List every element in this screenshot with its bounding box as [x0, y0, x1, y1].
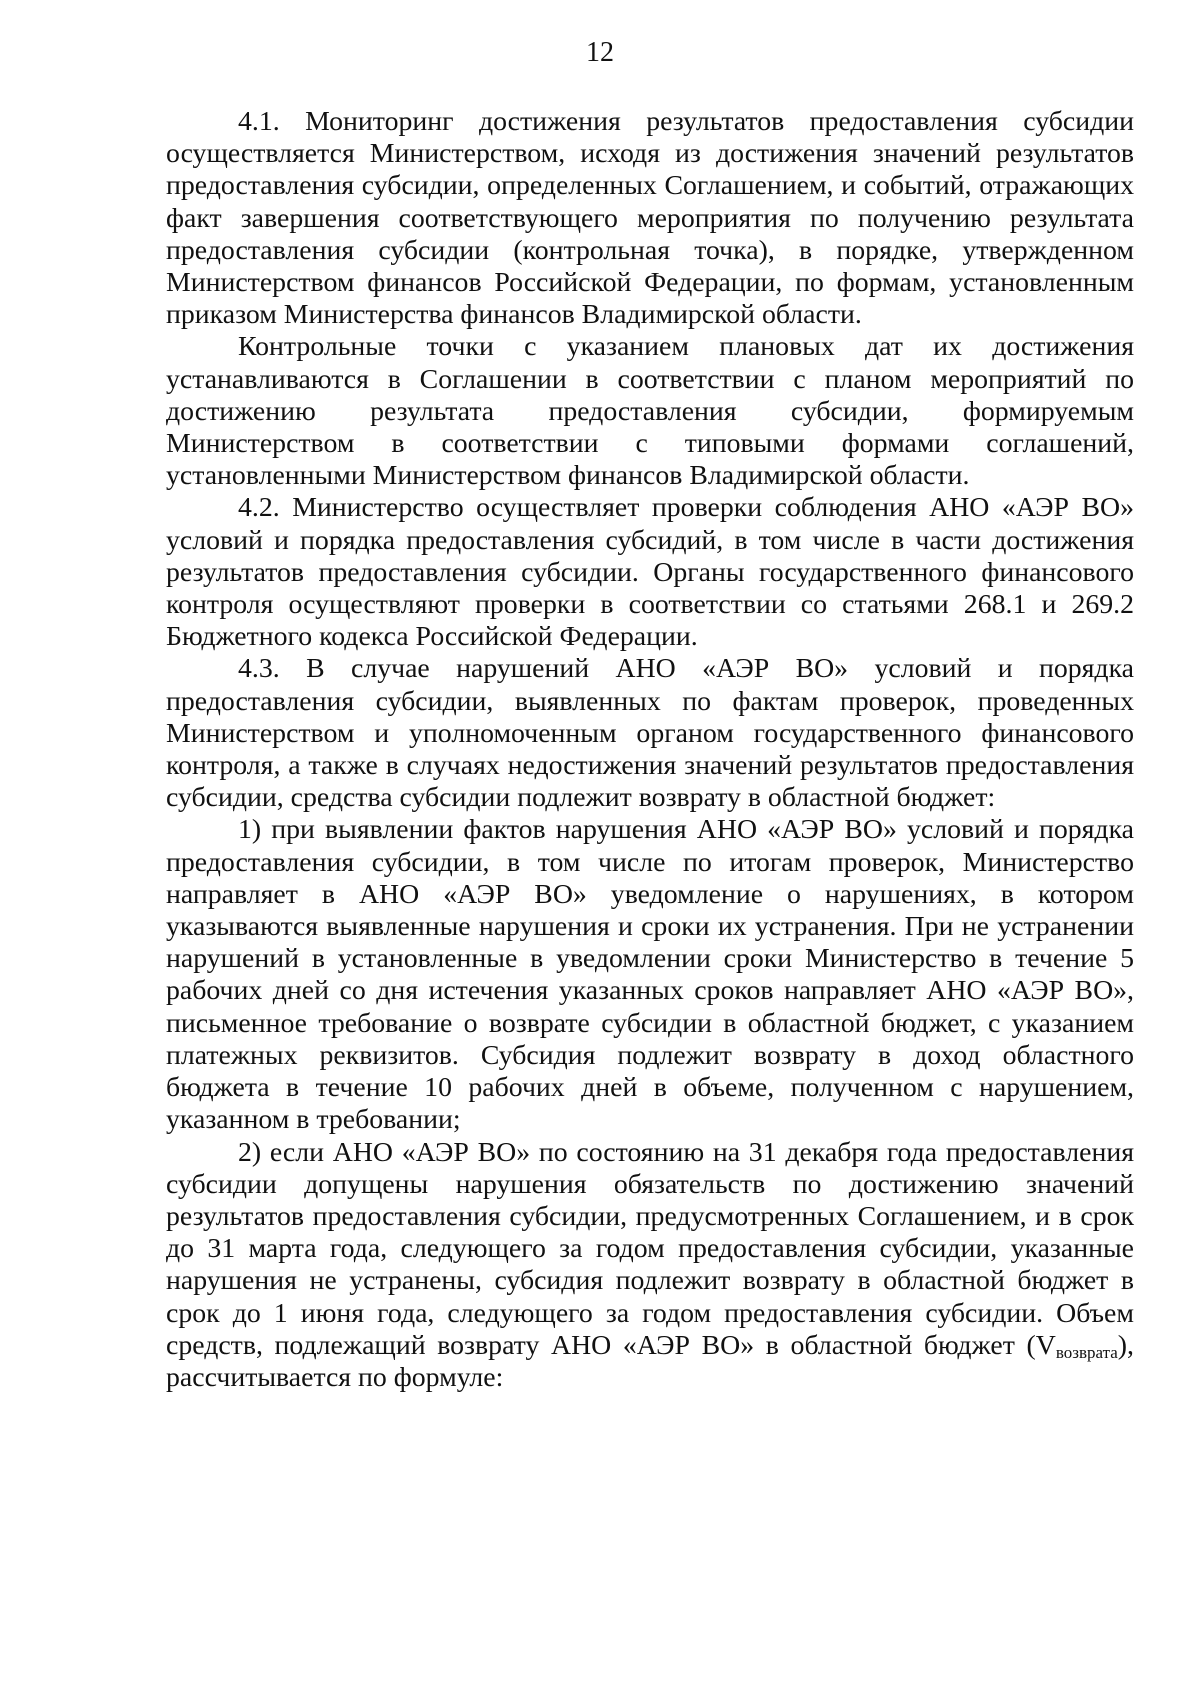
paragraph-4-3: 4.3. В случае нарушений АНО «АЭР ВО» условий и порядка предоставления субсидии, выявленных по фактам проверок, проведенных Министерством и уполномоченным органом государственного финансового контроля, а также в случаях недостижения значений результатов предоставления субсидии, средства субсидии подлежит возврату в областной бюджет:	[166, 653, 1134, 814]
subscript-vozvrata: возврата	[1055, 1342, 1118, 1362]
paragraph-control-points: Контрольные точки с указанием плановых дат их достижения устанавливаются в Соглашении в соответствии с планом мероприятий по достижению результата предоставления субсидии, формируемым Министерством в соответствии с типовыми формами соглашений, установленными Министерством финансов Владимирской области.	[166, 331, 1134, 492]
paragraph-item-2	[166, 1137, 1134, 1395]
paragraph-4-1: 4.1. Мониторинг достижения результатов предоставления субсидии осуществляется Министерством, исходя из достижения значений результатов предоставления субсидии, определенных Соглашением, и событий, отражающих факт завершения соответствующего мероприятия по получению результата предоставления субсидии (контрольная точка), в порядке, утвержденном Министерством финансов Российской Федерации, по формам, установленным приказом Министерства финансов Владимирской области.	[166, 106, 1134, 331]
page-number: 12	[586, 37, 614, 68]
paragraph-item-1: 1) при выявлении фактов нарушения АНО «АЭР ВО» условий и порядка предоставления субсидии, в том числе по итогам проверок, Министерство направляет в АНО «АЭР ВО» уведомление о нарушениях, в котором указываются выявленные нарушения и сроки их устранения. При не устранении нарушений в установленные в уведомлении сроки Министерство в течение 5 рабочих дней со дня истечения указанных сроков направляет АНО «АЭР ВО», письменное требование о возврате субсидии в областной бюджет, с указанием платежных реквизитов. Субсидия подлежит возврату в доход областного бюджета в течение 10 рабочих дней в объеме, полученном с нарушением, указанном в требовании;	[166, 814, 1134, 1136]
paragraph-item-2-tail: ), рассчитывается по формуле:	[166, 1329, 1134, 1393]
paragraph-4-2: 4.2. Министерство осуществляет проверки соблюдения АНО «АЭР ВО» условий и порядка предоставления субсидий, в том числе в части достижения результатов предоставления субсидии. Органы государственного финансового контроля осуществляют проверки в соответствии со статьями 268.1 и 269.2 Бюджетного кодекса Российской Федерации.	[166, 492, 1134, 653]
paragraph-item-2-main: 2) если АНО «АЭР ВО» по состоянию на 31 декабря года предоставления субсидии допущены нарушения обязательств по достижению значений результатов предоставления субсидии, предусмотренных Соглашением, и в срок до 31 марта года, следующего за годом предоставления субсидии, указанные нарушения не устранены, субсидия подлежит возврату в областной бюджет в срок до 1 июня года, следующего за годом предоставления субсидии. Объем средств, подлежащий возврату АНО «АЭР ВО» в областной бюджет (V	[166, 1136, 1134, 1361]
document-body	[166, 106, 1134, 1394]
